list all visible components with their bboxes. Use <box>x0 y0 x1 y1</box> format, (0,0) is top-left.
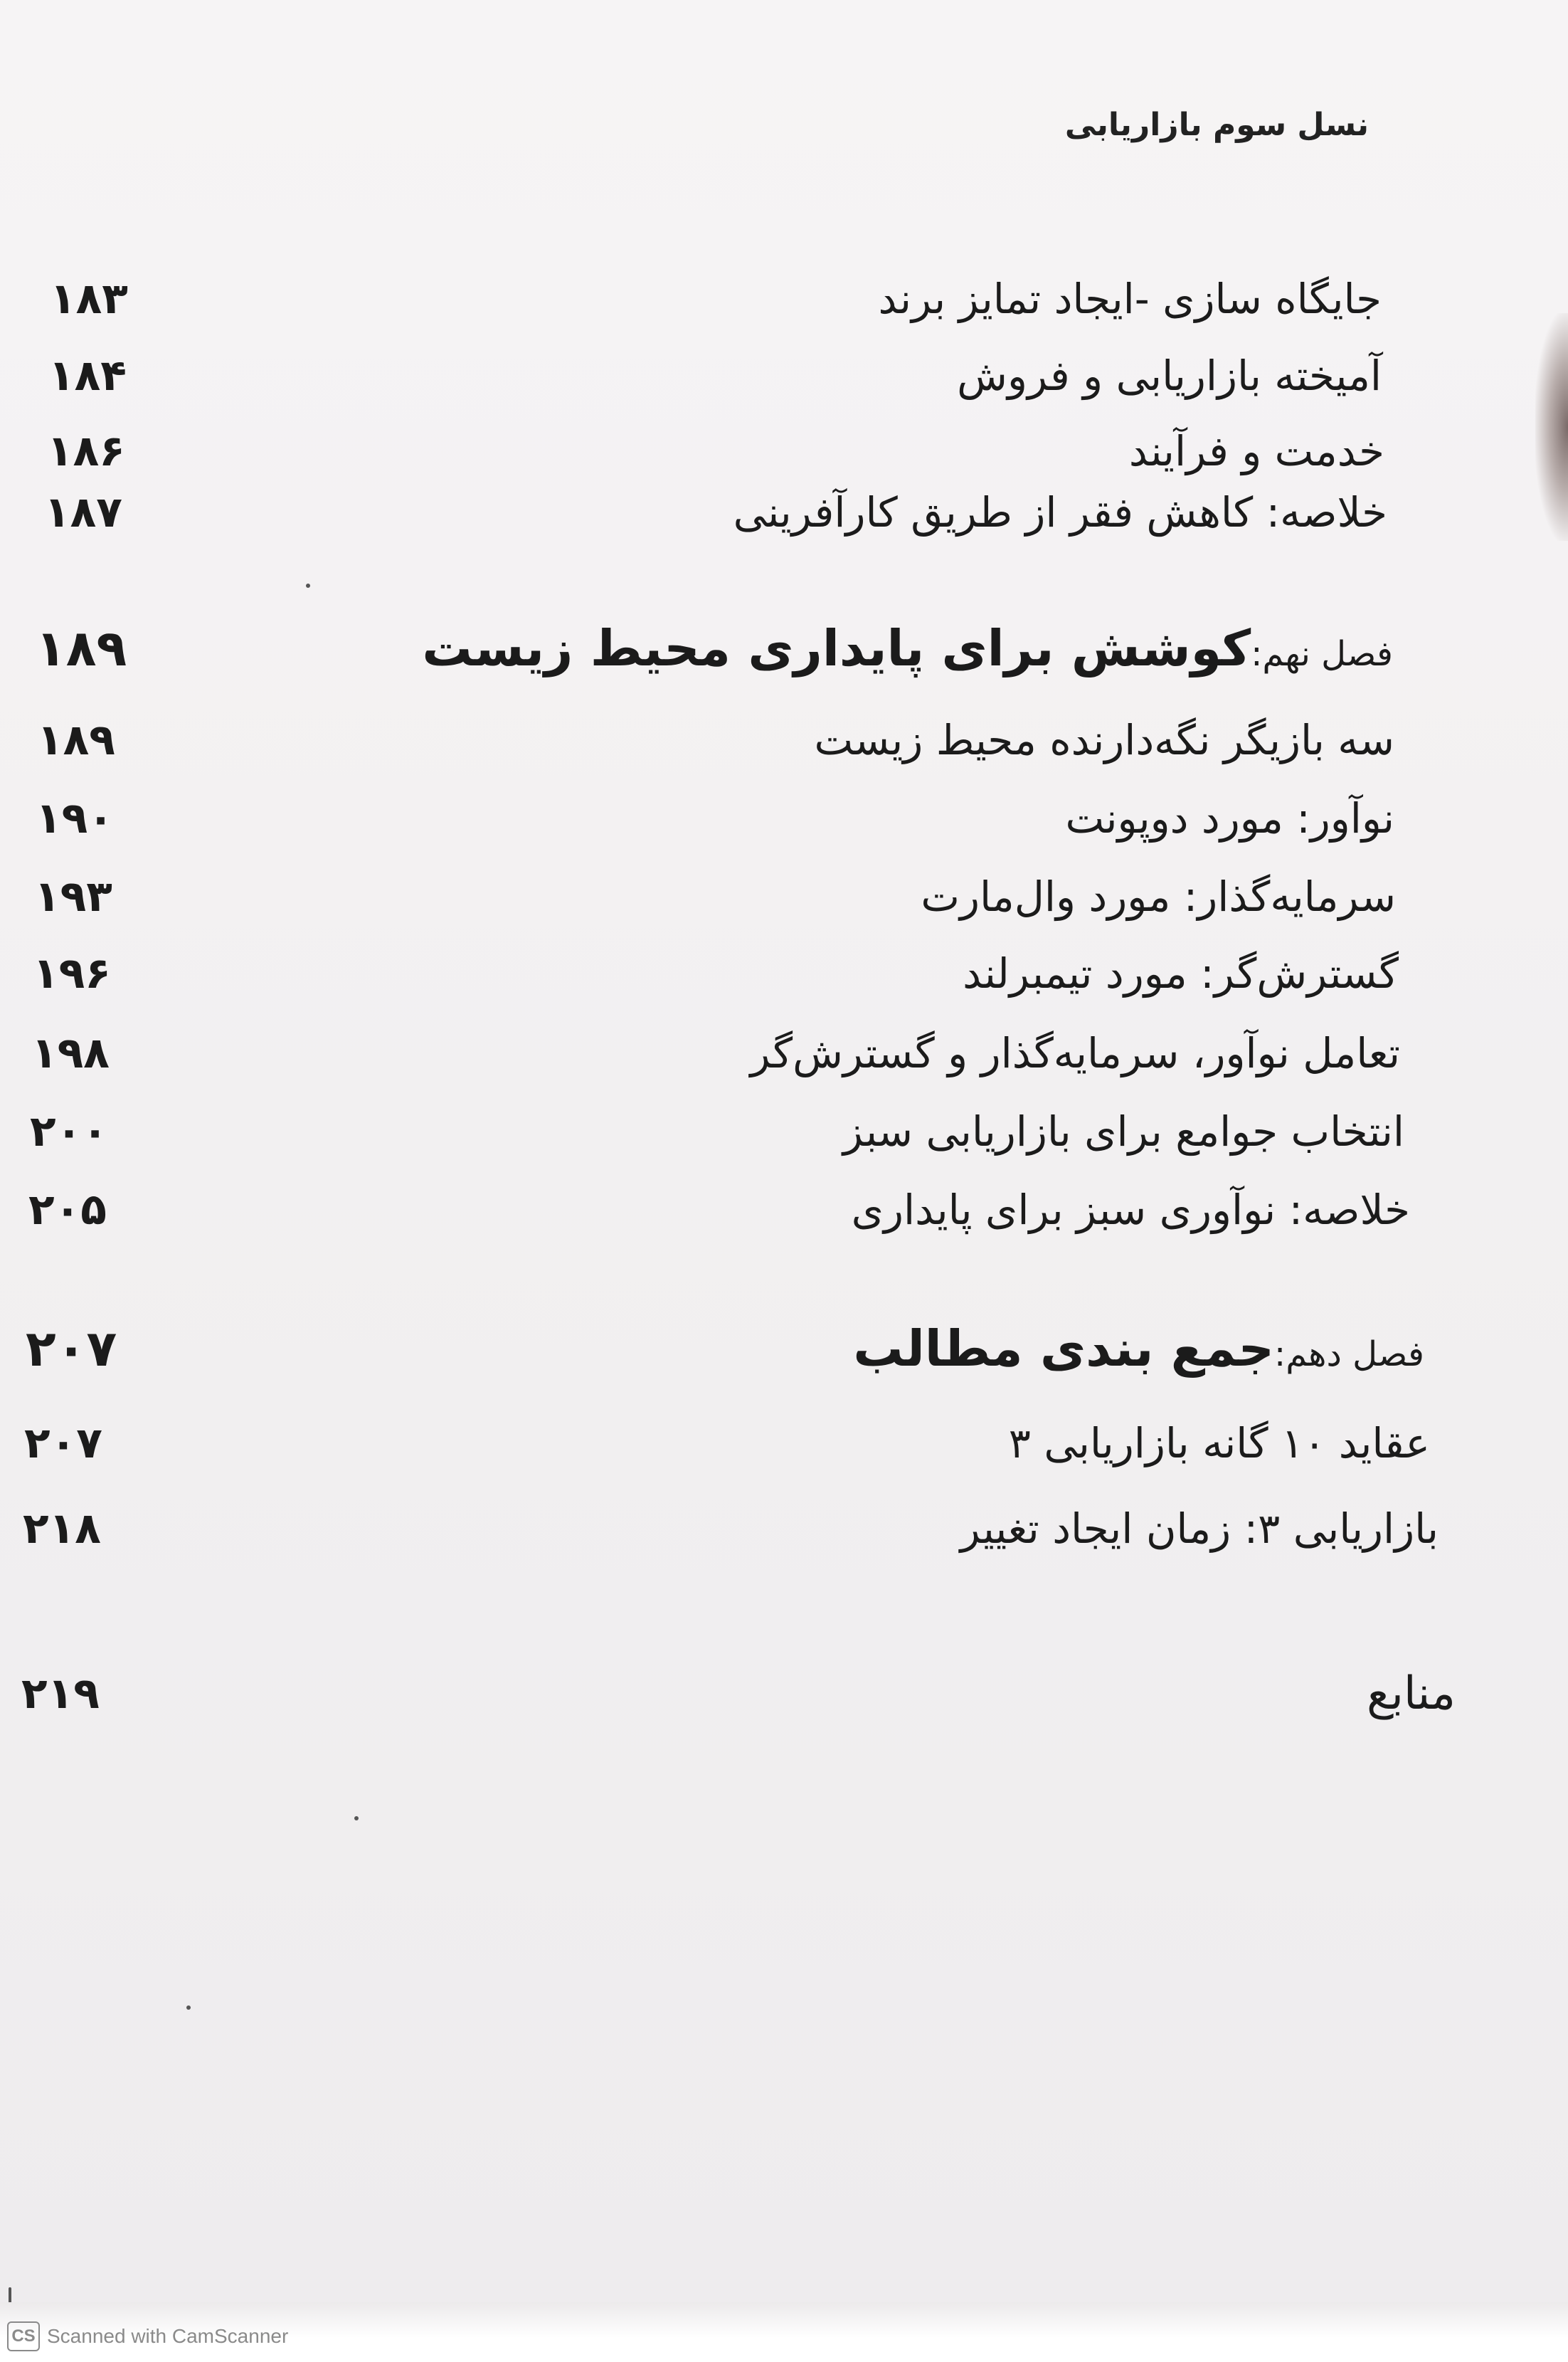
camscanner-logo-icon: CS <box>7 2321 40 2351</box>
toc-entry <box>0 477 1568 555</box>
toc-entry-title: انتخاب جوامع برای بازاریابی سبز <box>842 1107 1404 1156</box>
toc-entry <box>0 938 1568 1016</box>
toc-entry-page: ۱۸۳ <box>50 274 128 324</box>
toc-entry-title: عقاید ۱۰ گانه بازاریابی ۳ <box>1008 1419 1430 1467</box>
page-edge-shadow <box>1535 313 1568 541</box>
toc-entry-title: سرمایه‌گذار: مورد وال‌مارت <box>921 872 1396 921</box>
scan-speck <box>354 1816 359 1820</box>
toc-entry-page: ۲۰۰ <box>30 1107 108 1156</box>
toc-chapter-heading <box>0 609 1568 687</box>
running-header: نسل سوم بازاریابی <box>1064 107 1369 143</box>
toc-entry-page: ۱۸۶ <box>47 426 125 476</box>
toc-entry-page: ۲۱۹ <box>21 1669 100 1719</box>
toc-entry-title: منابع <box>1367 1667 1456 1720</box>
toc-entry-page: ۱۸۹ <box>37 715 115 765</box>
toc-entry-title: خلاصه: نوآوری سبز برای پایداری <box>851 1186 1410 1234</box>
toc-entry-references <box>0 1658 1568 1736</box>
toc-entry <box>0 1018 1568 1096</box>
toc-entry-page: ۱۹۳ <box>34 872 112 922</box>
chapter-label: فصل دهم: <box>1274 1334 1424 1374</box>
toc-entry-title: سه بازیگر نگه‌دارنده محیط زیست <box>814 716 1394 764</box>
toc-entry <box>0 861 1568 939</box>
toc-entry-title: بازاریابی ۳: زمان ایجاد تغییر <box>960 1504 1439 1553</box>
toc-entry <box>0 1174 1568 1253</box>
toc-entry <box>0 1408 1568 1486</box>
chapter-name: جمع بندی مطالب <box>853 1319 1275 1378</box>
toc-entry-page: ۱۸۷ <box>44 487 122 537</box>
toc-entry-title: خدمت و فرآیند <box>1128 427 1384 475</box>
toc-entry-page: ۱۹۶ <box>33 949 111 998</box>
scan-speck <box>186 2005 191 2010</box>
chapter-label: فصل نهم: <box>1251 634 1393 674</box>
toc-entry-page: ۱۹۸ <box>31 1028 110 1078</box>
toc-entry-title: تعامل نوآور، سرمایه‌گذار و گسترش‌گر <box>750 1029 1400 1077</box>
toc-entry-page: ۱۸۴ <box>48 351 127 401</box>
toc-entry <box>0 263 1568 342</box>
scanner-watermark <box>7 2321 288 2351</box>
toc-entry-title: جایگاه سازی -ایجاد تمایز برند <box>878 275 1382 323</box>
chapter-name: کوشش برای پایداری محیط زیست <box>422 619 1251 678</box>
toc-entry <box>0 1493 1568 1571</box>
toc-entry-page: ۱۹۰ <box>36 794 114 843</box>
toc-entry <box>0 705 1568 783</box>
toc-entry-page: ۲۱۸ <box>23 1504 101 1554</box>
toc-chapter-title <box>422 609 1393 693</box>
toc-entry-title: نوآور: مورد دوپونت <box>1065 794 1394 843</box>
toc-entry <box>0 783 1568 861</box>
toc-entry-title: آمیخته بازاریابی و فروش <box>957 352 1382 400</box>
toc-entry-title: خلاصه: کاهش فقر از طریق کارآفرینی <box>733 488 1387 537</box>
toc-entry-title: گسترش‌گر: مورد تیمبرلند <box>963 949 1399 998</box>
toc-entry-page: ۲۰۷ <box>24 1418 102 1468</box>
scan-speck <box>306 584 310 588</box>
toc-entry <box>0 340 1568 418</box>
scanner-watermark-text: Scanned with CamScanner <box>47 2325 289 2347</box>
toc-chapter-heading <box>0 1309 1568 1388</box>
toc-entry <box>0 1096 1568 1174</box>
toc-entry-page: ۲۰۵ <box>28 1185 107 1235</box>
toc-chapter-page: ۱۸۹ <box>36 619 127 678</box>
toc-chapter-page: ۲۰۷ <box>26 1319 117 1378</box>
toc-chapter-title <box>853 1309 1424 1393</box>
